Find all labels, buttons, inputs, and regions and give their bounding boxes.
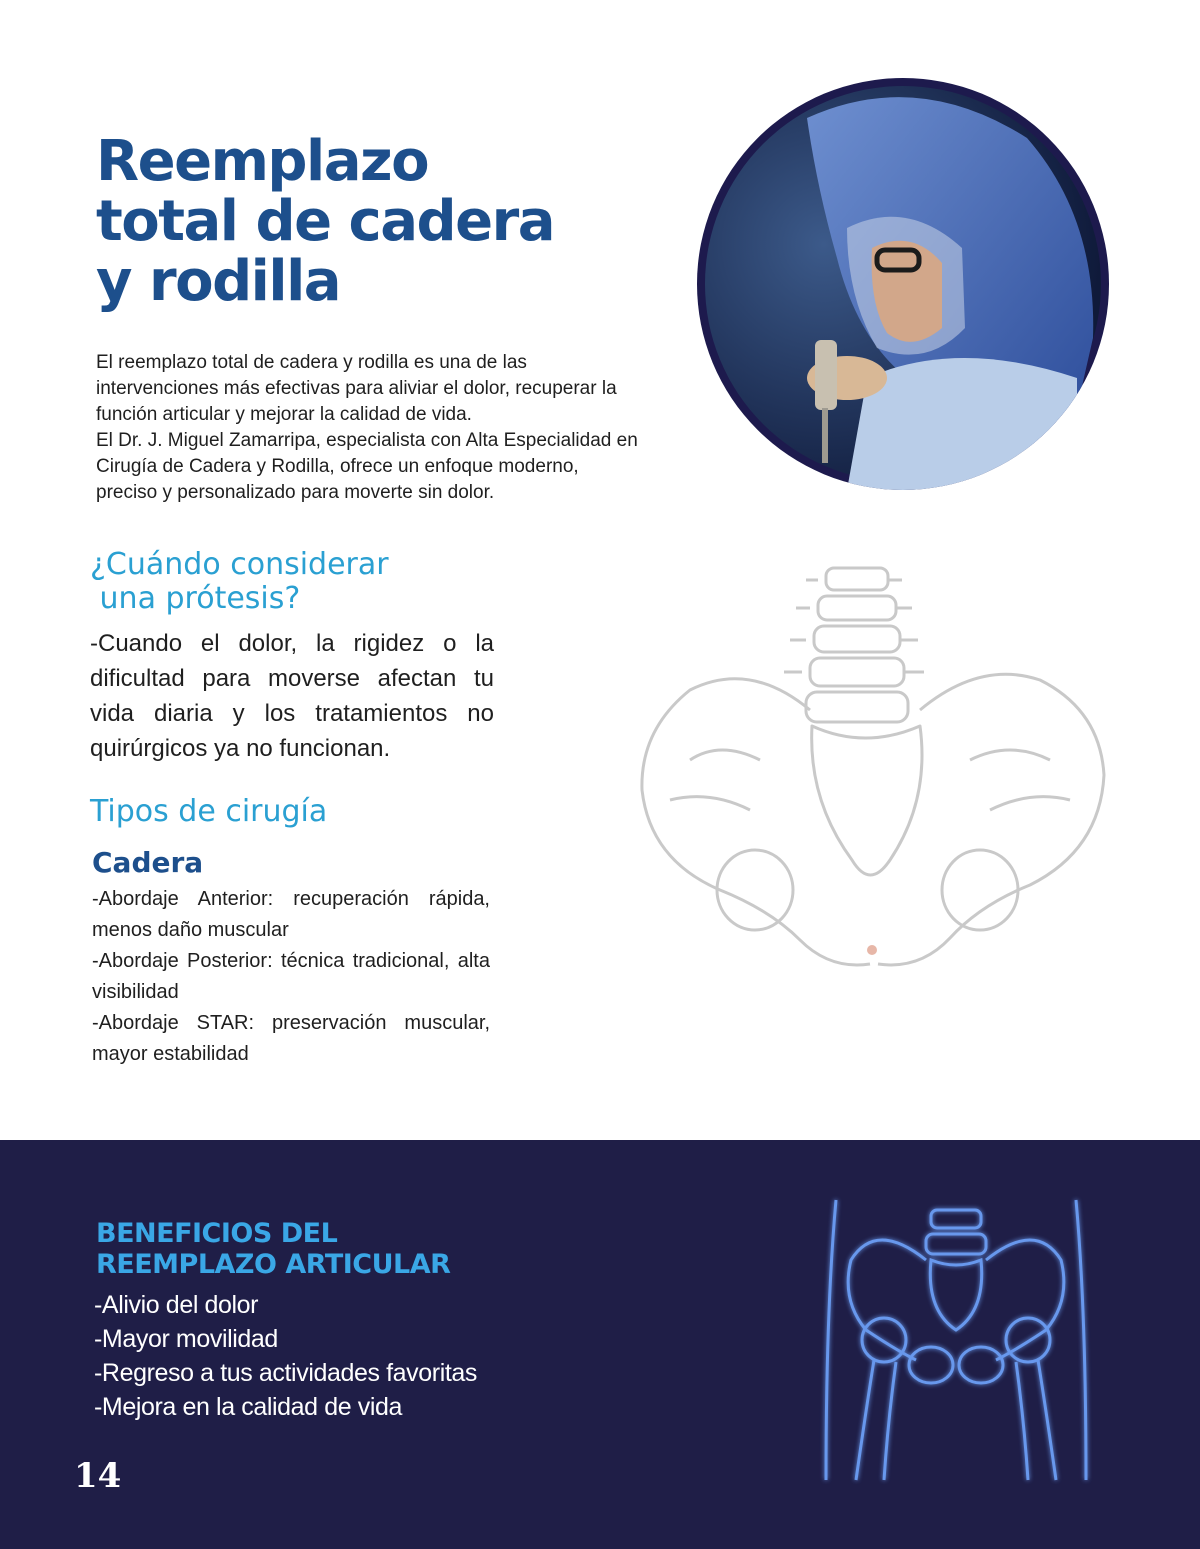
benefits-list: [94, 1288, 477, 1424]
benefit-item: -Alivio del dolor: [94, 1291, 259, 1319]
surgeon-photo: [697, 78, 1109, 490]
pelvis-sketch-marker: [867, 945, 877, 955]
pelvis-sketch-illustration: [630, 560, 1110, 990]
benefits-title-line-2: REEMPLAZO ARTICULAR: [96, 1249, 451, 1280]
title-line-2: total de cadera: [96, 189, 555, 254]
when-body: -Cuando el dolor, la rigidez o la dificultad para moverse afectan tu vida diaria y los tratamientos no quirúrgicos ya no funcionan.: [90, 630, 494, 762]
benefit-item: -Mejora en la calidad de vida: [94, 1393, 403, 1421]
when-heading-line-1: ¿Cuándo considerar: [90, 547, 389, 582]
hip-approach-item: -Abordaje Posterior: técnica tradicional, alta visibilidad: [92, 950, 490, 1003]
title-line-1: Reemplazo: [96, 129, 429, 194]
types-heading: Tipos de cirugía: [90, 794, 328, 829]
hip-approach-item: -Abordaje Anterior: recuperación rápida, menos daño muscular: [92, 888, 490, 941]
when-heading-line-2: una prótesis?: [99, 581, 301, 616]
page-title: [96, 129, 656, 314]
benefit-item: -Mayor movilidad: [94, 1325, 278, 1353]
intro-text: [96, 350, 644, 506]
page-number: 14: [74, 1456, 122, 1496]
title-line-3: y rodilla: [96, 249, 341, 314]
pelvis-xray-illustration: [796, 1190, 1116, 1490]
benefits-title: [96, 1218, 516, 1280]
intro-paragraph-1: El reemplazo total de cadera y rodilla es una de las intervenciones más efectivas para aliviar el dolor, recuperar la función articular y mejorar la calidad de vida.: [96, 352, 617, 425]
benefit-item: -Regreso a tus actividades favoritas: [94, 1359, 478, 1387]
hip-approach-item: -Abordaje STAR: preservación muscular, mayor estabilidad: [92, 1012, 490, 1065]
surgeon-photo-illustration: [697, 78, 1109, 490]
intro-paragraph-2: El Dr. J. Miguel Zamarripa, especialista con Alta Especialidad en Cirugía de Cadera y Rodilla, ofrece un enfoque moderno, preciso y personalizado para moverte sin dolor.: [96, 430, 638, 503]
benefits-title-line-1: BENEFICIOS DEL: [96, 1218, 338, 1249]
when-heading: [90, 548, 470, 616]
hip-heading: Cadera: [92, 846, 204, 879]
hip-approach-list: [92, 884, 490, 1070]
